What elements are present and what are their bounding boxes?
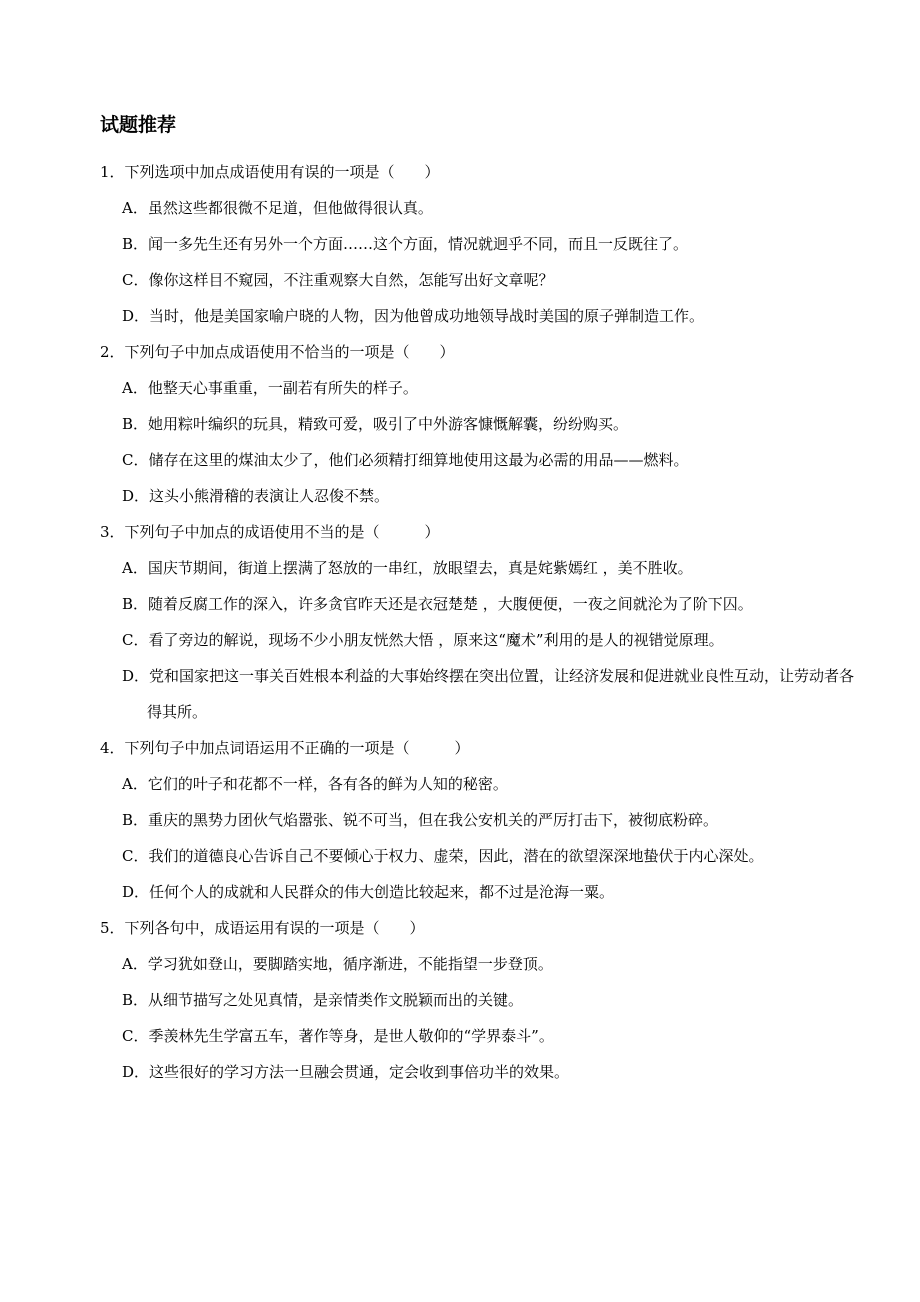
question-stem: 4．下列句子中加点词语运用不正确的一项是（ ）	[100, 739, 470, 757]
question-3	[100, 514, 860, 730]
option-a: A．学习犹如登山，要脚踏实地，循序渐进，不能指望一步登顶。	[122, 955, 553, 973]
option-b: B．随着反腐工作的深入，许多贪官昨天还是衣冠楚楚 ，大腹便便，一夜之间就沦为了阶下囚。	[122, 595, 753, 613]
option-c: C．像你这样目不窥园，不注重观察大自然，怎能写出好文章呢？	[122, 271, 554, 289]
question-5	[100, 910, 860, 1090]
option-c: C．我们的道德良心告诉自己不要倾心于权力、虚荣，因此，潜在的欲望深深地蛰伏于内心深处。	[122, 847, 764, 865]
option-d: D．当时，他是美国家喻户晓的人物，因为他曾成功地领导战时美国的原子弹制造工作。	[122, 307, 705, 325]
question-stem: 5．下列各句中，成语运用有误的一项是（ ）	[100, 919, 425, 937]
option-a: A．虽然这些都很微不足道，但他做得很认真。	[122, 199, 433, 217]
option-d: D．党和国家把这一事关百姓根本利益的大事始终摆在突出位置，让经济发展和促进就业良性互动，让劳动者各得其所。	[122, 667, 855, 721]
option-a: A．国庆节期间，街道上摆满了怒放的一串红，放眼望去，真是姹紫嫣红 ，美不胜收。	[122, 559, 693, 577]
option-d: D．这头小熊滑稽的表演让人忍俊不禁。	[122, 487, 390, 505]
option-a: A．它们的叶子和花都不一样，各有各的鲜为人知的秘密。	[122, 775, 508, 793]
option-b: B．她用粽叶编织的玩具，精致可爱，吸引了中外游客慷慨解囊，纷纷购买。	[122, 415, 629, 433]
option-b: B．从细节描写之处见真情，是亲情类作文脱颖而出的关键。	[122, 991, 524, 1009]
question-1	[100, 154, 860, 334]
question-stem: 3．下列句子中加点的成语使用不当的是（ ）	[100, 523, 440, 541]
option-d: D．任何个人的成就和人民群众的伟大创造比较起来，都不过是沧海一粟。	[122, 883, 615, 901]
question-stem: 2．下列句子中加点成语使用不恰当的一项是（ ）	[100, 343, 455, 361]
question-stem: 1．下列选项中加点成语使用有误的一项是（ ）	[100, 163, 440, 181]
option-a: A．他整天心事重重，一副若有所失的样子。	[122, 379, 418, 397]
option-d: D．这些很好的学习方法一旦融会贯通，定会收到事倍功半的效果。	[122, 1063, 570, 1081]
option-c: C．看了旁边的解说，现场不少小朋友恍然大悟 ，原来这“魔术”利用的是人的视错觉原理。	[122, 631, 724, 649]
section-title: 试题推荐	[100, 114, 177, 136]
option-c: C．季羡林先生学富五车，著作等身，是世人敬仰的“学界泰斗”。	[122, 1027, 554, 1045]
option-b: B．重庆的黑势力团伙气焰嚣张、锐不可当，但在我公安机关的严厉打击下，被彻底粉碎。	[122, 811, 719, 829]
question-list	[100, 154, 860, 1090]
option-b: B．闻一多先生还有另外一个方面……这个方面，情况就迥乎不同，而且一反既往了。	[122, 235, 689, 253]
question-4	[100, 730, 860, 910]
option-c: C．储存在这里的煤油太少了，他们必须精打细算地使用这最为必需的用品——燃料。	[122, 451, 689, 469]
question-2	[100, 334, 860, 514]
